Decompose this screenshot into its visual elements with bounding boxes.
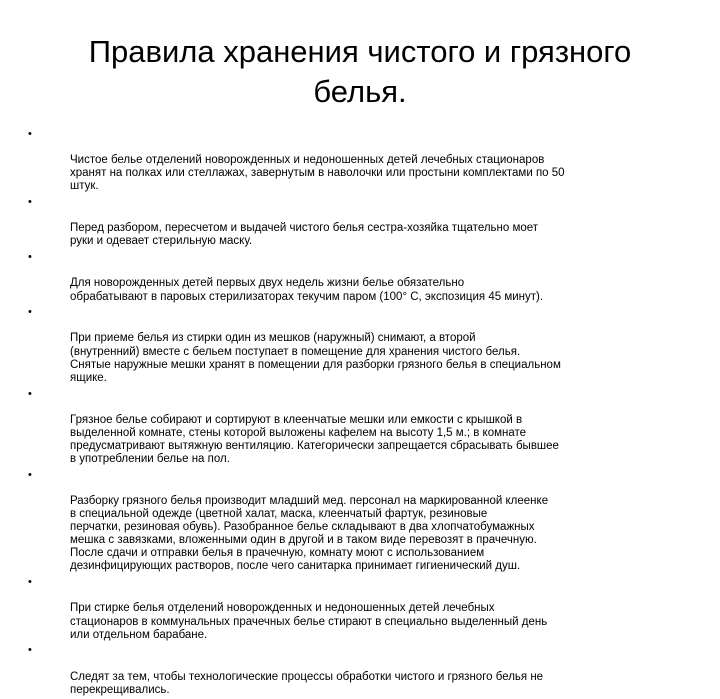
bullet-icon: • bbox=[28, 196, 32, 209]
slide-title: Правила хранения чистого и грязного белья. bbox=[88, 34, 632, 109]
bullet-icon: • bbox=[28, 128, 32, 140]
list-item-text: Следят за тем, чтобы технологические процессы обработки чистого и грязного белья не перекрещивались. bbox=[70, 670, 544, 696]
bullet-icon: • bbox=[28, 644, 32, 657]
bullet-icon: • bbox=[28, 468, 32, 481]
bullet-icon: • bbox=[28, 576, 32, 589]
list-item bbox=[28, 196, 692, 248]
list-item bbox=[28, 306, 692, 385]
list-item bbox=[28, 251, 692, 303]
list-item-text: Для новорожденных детей первых двух недель жизни белье обязательно обрабатывают в паровых стерилизаторах текучим паром (100° С, экспозиция 45 минут). bbox=[70, 277, 544, 303]
list-item-text: Чистое белье отделений новорожденных и недоношенных детей лечебных стационаров хранят на полках или стеллажах, завернутым в наволочки или простыни комплектами по 50 штук. bbox=[70, 154, 565, 193]
bullet-icon: • bbox=[28, 251, 32, 264]
list-item bbox=[28, 576, 692, 641]
list-item bbox=[28, 388, 692, 467]
list-item-text: Грязное белье собирают и сортируют в клеенчатые мешки или емкости с крышкой в выделенной комнате, стены которой выложены кафелем на высоту 1,5 м.; в комнате предусматривают вытяжную вентиляцию. Категорически запрещается сбрасывать бывшее в употреблении белье на пол. bbox=[70, 413, 559, 465]
bullet-icon: • bbox=[28, 306, 32, 319]
list-item-text: Разборку грязного белья производит младший мед. персонал на маркированной клеенке в специальной одежде (цветной халат, маска, клеенчатый фартук, резиновые перчатки, резиновая обувь). Разобранное белье складывают в два хлопчатобумажных мешка с завязками, вложенными один в другой и в таком виде перевозят в прачечную. После сдачи и отправки белья в прачечную, комнату моют с использованием дезинфицирующих растворов, после чего санитарка принимает гигиенический душ. bbox=[70, 494, 549, 573]
bullet-list bbox=[28, 128, 692, 699]
list-item-text: При стирке белья отделений новорожденных и недоношенных детей лечебных стационаров в коммунальных прачечных белье стирают в специально выделенный день или отдельном барабане. bbox=[70, 602, 548, 641]
list-item-text: Перед разбором, пересчетом и выдачей чистого белья сестра-хозяйка тщательно моет руки и одевает стерильную маску. bbox=[70, 222, 539, 248]
list-item bbox=[28, 128, 692, 193]
bullet-icon: • bbox=[28, 387, 32, 400]
list-item bbox=[28, 644, 692, 696]
list-item bbox=[28, 469, 692, 574]
list-item-text: При приеме белья из стирки один из мешков (наружный) снимают, а второй (внутренний) вместе с бельем поступает в помещение для хранения чистого белья. Снятые наружные мешки хранят в помещении для разборки грязного белья в специальном ящике. bbox=[70, 332, 561, 384]
